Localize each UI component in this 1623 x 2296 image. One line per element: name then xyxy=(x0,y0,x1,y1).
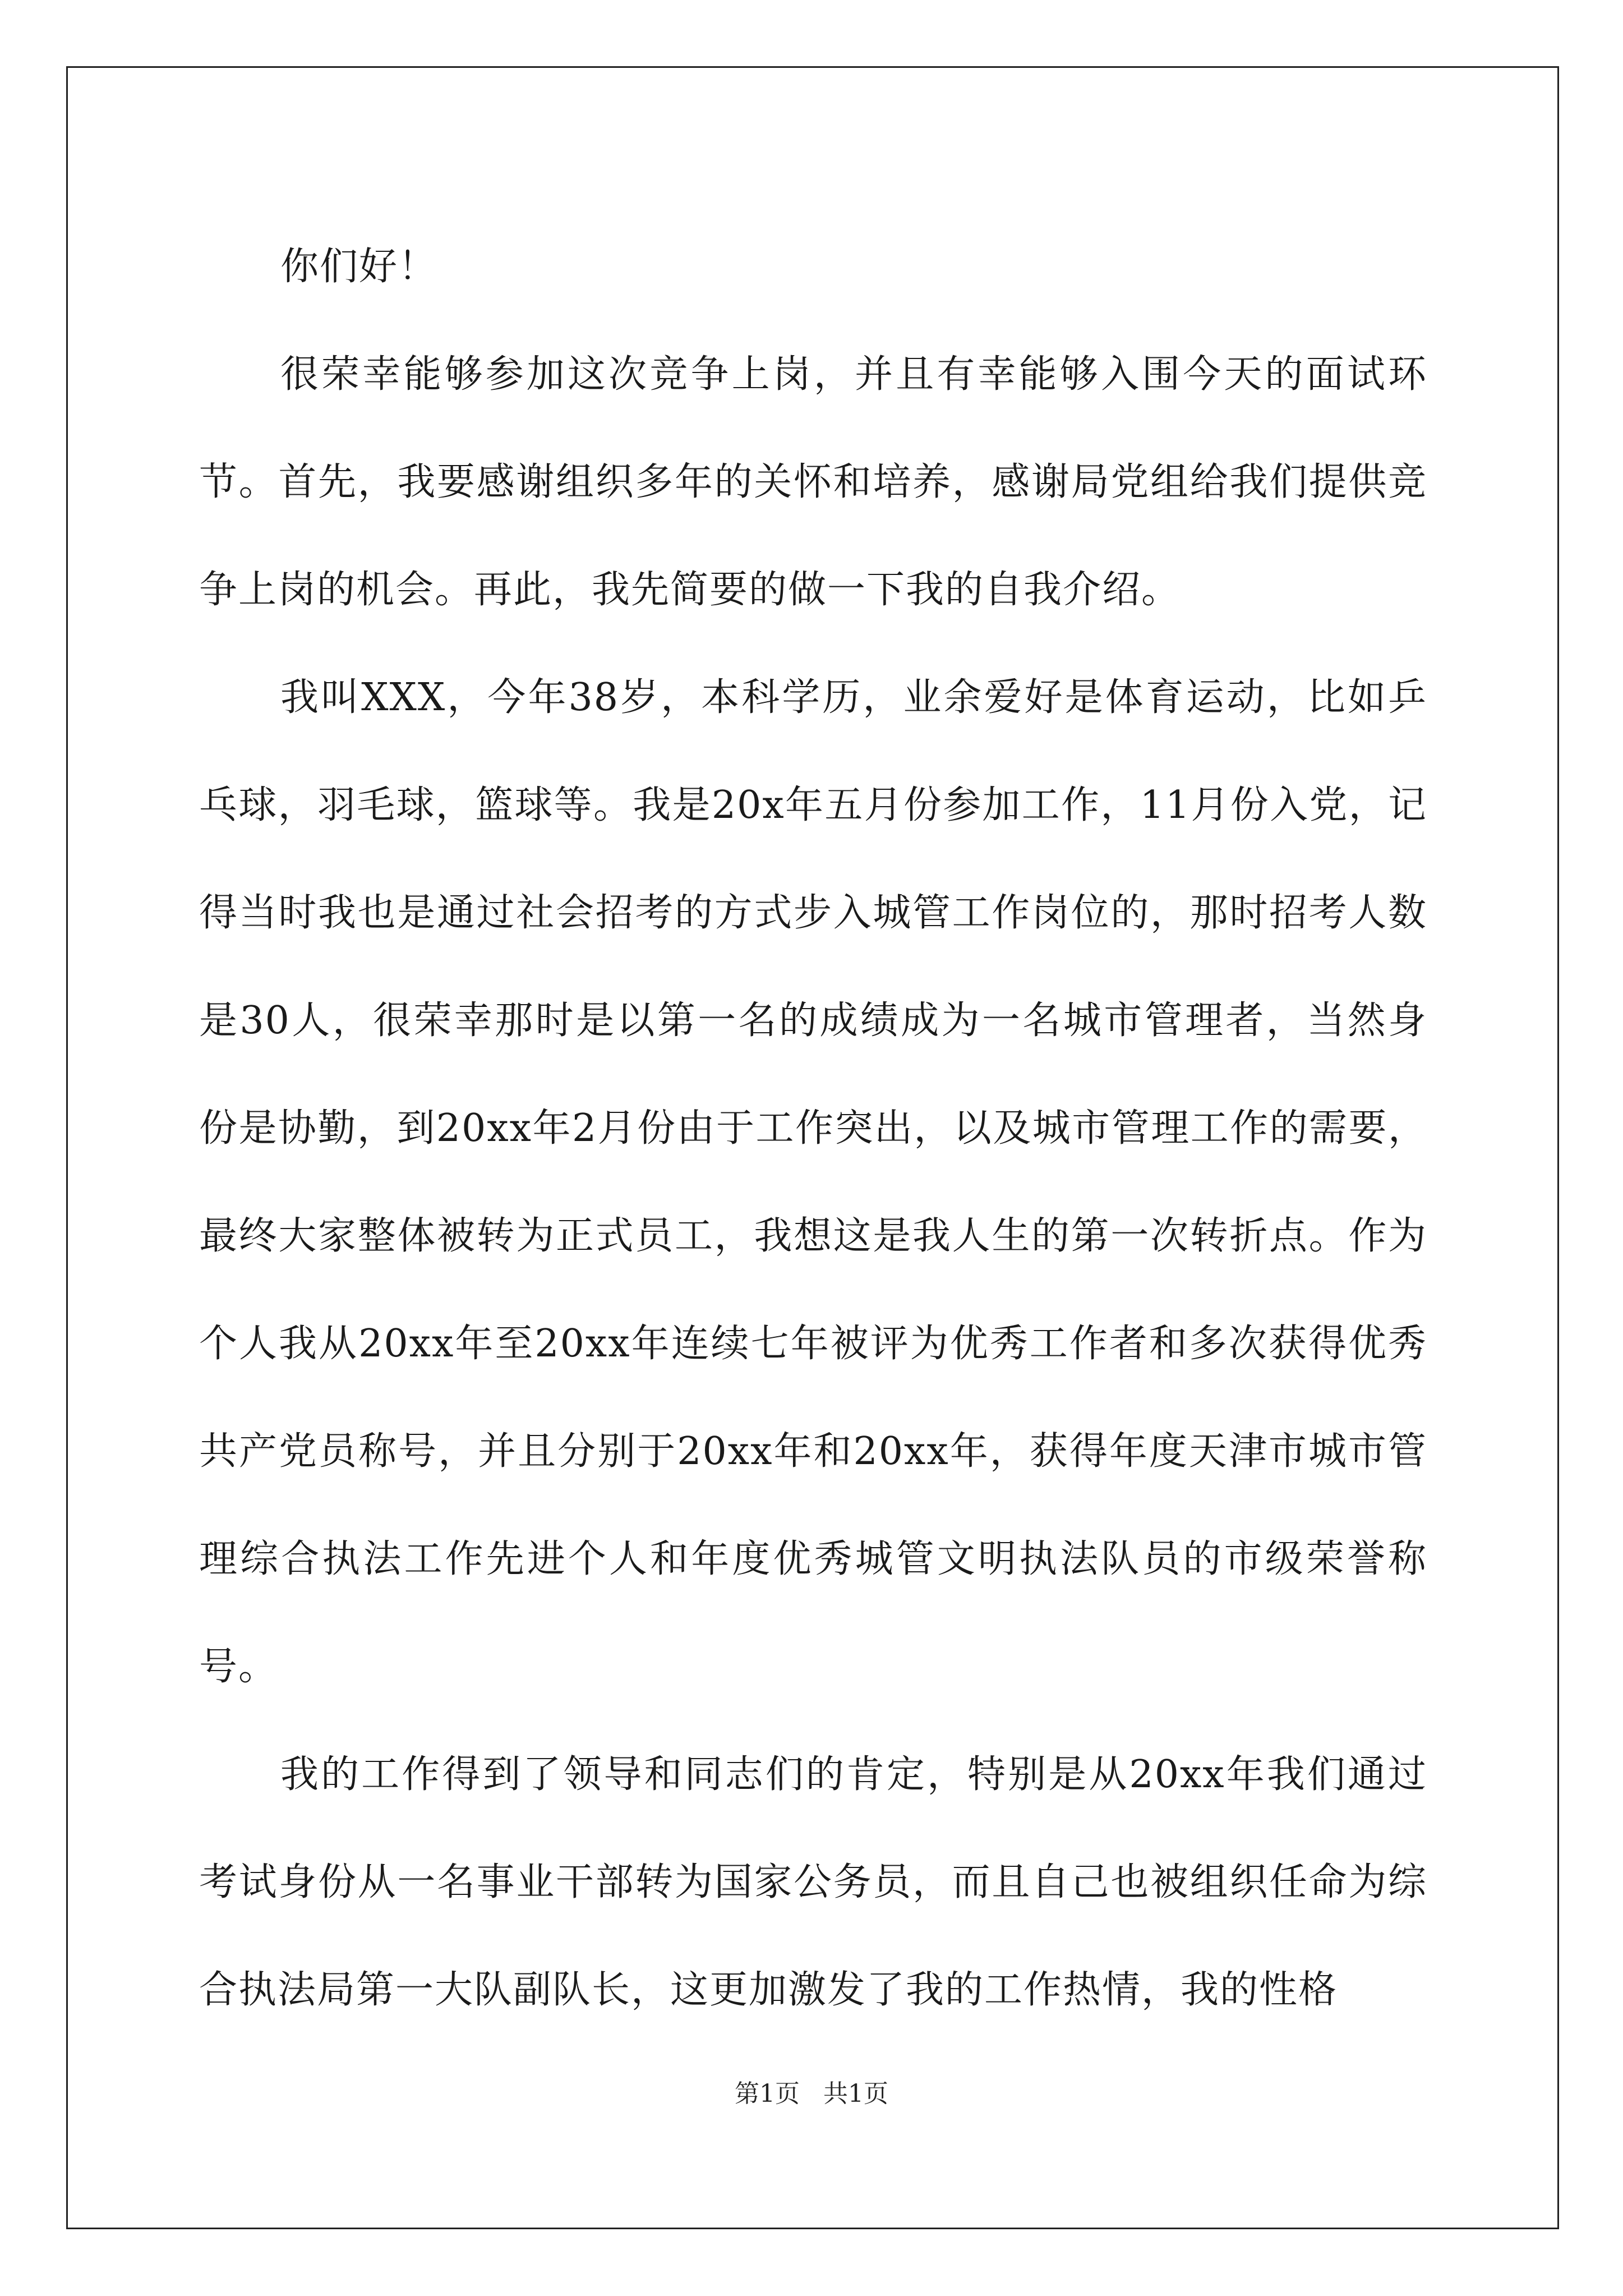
paragraph-work: 我的工作得到了领导和同志们的肯定，特别是从20xx年我们通过考试身份从一名事业干部转为国家公务员，而且自己也被组织任命为综合执法局第一大队副队长，这更加激发了我的工作热情，我的性格 xyxy=(199,1752,1427,2012)
page-number-total: 共1页 xyxy=(823,2079,888,2108)
page-footer xyxy=(0,2077,1623,2111)
paragraph-greeting: 你们好！ xyxy=(280,245,438,289)
page-number-current: 第1页 xyxy=(735,2079,800,2108)
document-body xyxy=(199,213,1427,2044)
paragraph-background: 我叫XXX，今年38岁，本科学历，业余爱好是体育运动，比如乒乓球，羽毛球，篮球等。我是20x年五月份参加工作，11月份入党，记得当时我也是通过社会招考的方式步入城管工作岗位的，那时招考人数是30人，很荣幸那时是以第一名的成绩成为一名城市管理者，当然身份是协勤，到20xx年2月份由于工作突出，以及城市管理工作的需要，最终大家整体被转为正式员工，我想这是我人生的第一次转折点。作为个人我从20xx年至20xx年连续七年被评为优秀工作者和多次获得优秀共产党员称号，并且分别于20xx年和20xx年，获得年度天津市城市管理综合执法工作先进个人和年度优秀城管文明执法队员的市级荣誉称号。 xyxy=(199,675,1427,1689)
paragraph-intro: 很荣幸能够参加这次竞争上岗，并且有幸能够入围今天的面试环节。首先，我要感谢组织多年的关怀和培养，感谢局党组给我们提供竞争上岗的机会。再此，我先简要的做一下我的自我介绍。 xyxy=(199,352,1427,612)
